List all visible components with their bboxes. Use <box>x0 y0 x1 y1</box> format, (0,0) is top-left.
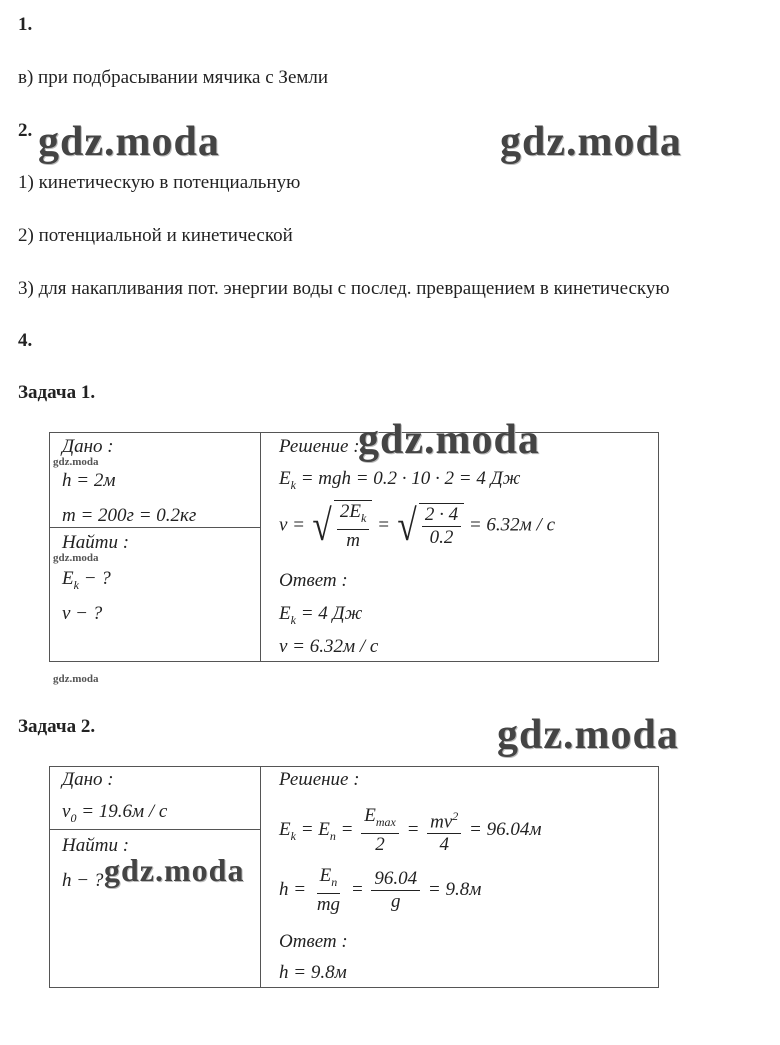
task-1-solution-label: Решение : <box>279 436 360 457</box>
task-2-given-label: Дано : <box>62 769 114 790</box>
task-2-solution-label: Решение : <box>279 769 360 790</box>
task-2-find-label: Найти : <box>62 835 130 856</box>
watermark-small: gdz.moda <box>53 552 99 564</box>
task-2-eq-1: $E_k = E_п$ = $\frac{E_{max}}{2}$ = $\frac{mv^2}{4}$ = 96.04м <box>279 805 542 856</box>
task-1-divider <box>260 432 261 661</box>
watermark-small: gdz.moda <box>53 456 99 468</box>
section-2-answer-2: 2) потенциальной и кинетической <box>18 225 293 246</box>
section-2-answer-3: 3) для накапливания пот. энергии воды с послед. превращением в кинетическую <box>18 278 670 299</box>
watermark-small: gdz.moda <box>53 673 99 685</box>
section-1-label: 1. <box>18 14 33 35</box>
task-1-given-label: Дано : <box>62 436 114 457</box>
task-1-eq-2: v = √ $\frac{2E_k}{m}$ = √ $\frac{2 \cdot 4}{0.2}$ = 6.32м / с <box>279 500 556 551</box>
watermark: gdz.moda <box>500 119 682 165</box>
task-1-title: Задача 1. <box>18 382 96 403</box>
task-1-given-find-divider <box>49 527 260 528</box>
task-1-eq-1: $E_k$ = mgh = 0.2 · 10 · 2 = 4 Дж <box>279 468 521 492</box>
section-2-label: 2. <box>18 120 33 141</box>
task-1-answer-v: v = 6.32м / с <box>279 636 379 657</box>
section-4-label: 4. <box>18 330 33 351</box>
task-1-given-h: h = 2м <box>62 470 116 491</box>
task-1-answer-label: Ответ : <box>279 570 348 591</box>
watermark: gdz.moda <box>38 119 220 165</box>
task-2-divider <box>260 766 261 987</box>
task-1-answer-ek: $E_k = 4$ Дж <box>279 603 363 627</box>
task-2-given-v: $v_0 = 19.6м / с$ <box>62 801 168 825</box>
task-1-find-label: Найти : <box>62 532 130 553</box>
section-1-answer: в) при подбрасывании мячика с Земли <box>18 67 329 88</box>
task-1-find-v: v − ? <box>62 603 103 624</box>
task-1-given-m: m = 200г = 0.2кг <box>62 505 197 526</box>
watermark: gdz.moda <box>497 712 679 758</box>
task-2-find-h: h − ? <box>62 870 104 891</box>
section-2-answer-1: 1) кинетическую в потенциальную <box>18 172 301 193</box>
task-1-find-ek: $E_k$ − ? <box>62 568 111 592</box>
task-2-answer-h: h = 9.8м <box>279 962 347 983</box>
task-2-given-find-divider <box>49 829 260 830</box>
task-2-eq-2: h = $\frac{E_п}{mg}$ = $\frac{96.04}{g}$ = 9.8м <box>279 865 482 915</box>
task-2-answer-label: Ответ : <box>279 931 348 952</box>
watermark: gdz.moda <box>358 417 540 463</box>
watermark: gdz.moda <box>104 852 245 888</box>
task-2-title: Задача 2. <box>18 716 96 737</box>
